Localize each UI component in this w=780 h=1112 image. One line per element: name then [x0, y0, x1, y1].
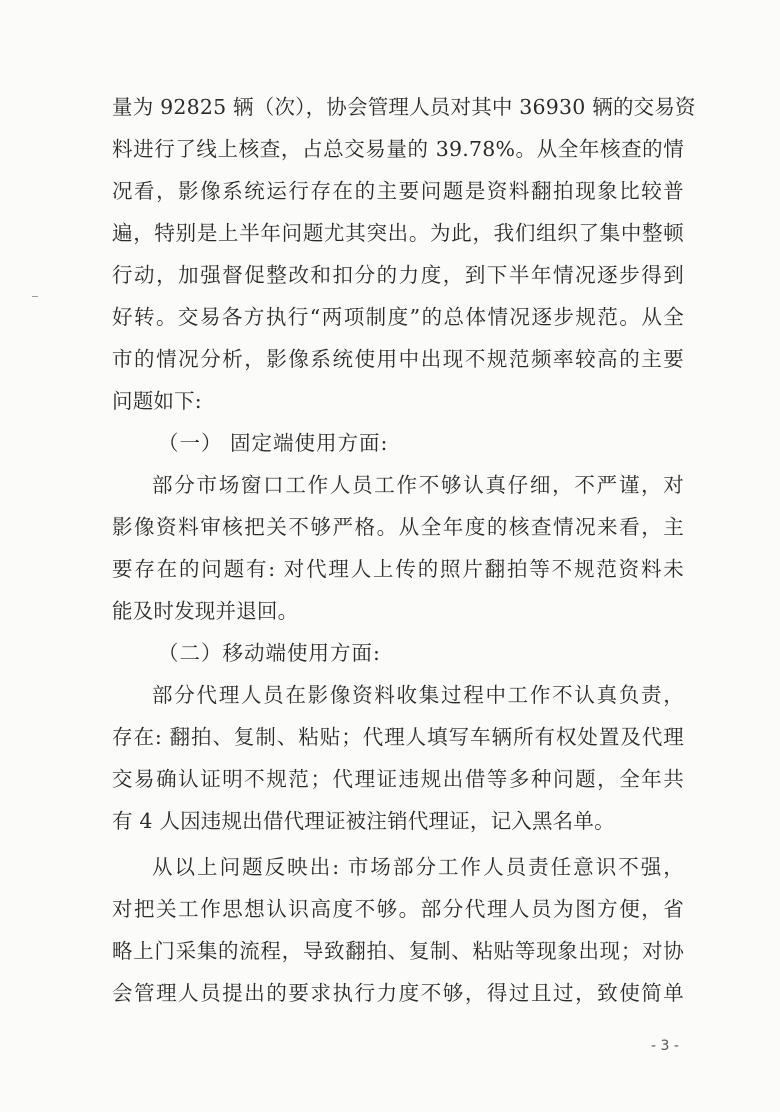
section-heading: （二）移动端使用方面:: [158, 641, 381, 665]
page-number: - 3 -: [651, 1038, 679, 1054]
paragraph-line: 行动，加强督促整改和扣分的力度，到下半年情况逐步得到: [112, 263, 684, 287]
paragraph-line: 况看，影像系统运行存在的主要问题是资料翻拍现象比较普: [112, 179, 684, 203]
paragraph-line: 有 4 人因违规出借代理证被注销代理证，记入黑名单。: [112, 809, 615, 833]
paragraph-line: 从以上问题反映出: 市场部分工作人员责任意识不强，: [152, 855, 684, 879]
section-heading: （一） 固定端使用方面:: [158, 431, 389, 455]
paragraph-line: 部分代理人员在影像资料收集过程中工作不认真负责，: [152, 683, 684, 707]
paragraph-line: 料进行了线上核查，占总交易量的 39.78%。从全年核查的情: [112, 137, 684, 161]
paragraph-line: 好转。交易各方执行“两项制度”的总体情况逐步规范。从全: [112, 305, 684, 329]
paragraph-line: 要存在的问题有: 对代理人上传的照片翻拍等不规范资料未: [112, 557, 684, 581]
paragraph-line: 量为 92825 辆（次），协会管理人员对其中 36930 辆的交易资: [112, 95, 696, 119]
margin-mark: [32, 296, 38, 297]
paragraph-line: 存在: 翻拍、复制、粘贴；代理人填写车辆所有权处置及代理: [112, 725, 684, 749]
paragraph-line: 市的情况分析，影像系统使用中出现不规范频率较高的主要: [112, 347, 684, 371]
paragraph-line: 对把关工作思想认识高度不够。部分代理人员为图方便，省: [112, 897, 684, 921]
paragraph-line: 影像资料审核把关不够严格。从全年度的核查情况来看，主: [112, 515, 684, 539]
paragraph-line: 遍，特别是上半年问题尤其突出。为此，我们组织了集中整顿: [112, 221, 684, 245]
paragraph-line: 能及时发现并退回。: [112, 599, 299, 623]
paragraph-line: 略上门采集的流程，导致翻拍、复制、粘贴等现象出现；对协: [112, 939, 684, 963]
paragraph-line: 部分市场窗口工作人员工作不够认真仔细，不严谨，对: [152, 473, 684, 497]
paragraph-line: 交易确认证明不规范；代理证违规出借等多种问题，全年共: [112, 767, 684, 791]
paragraph-line: 会管理人员提出的要求执行力度不够，得过且过，致使简单: [112, 981, 684, 1005]
paragraph-line: 问题如下:: [112, 389, 202, 413]
